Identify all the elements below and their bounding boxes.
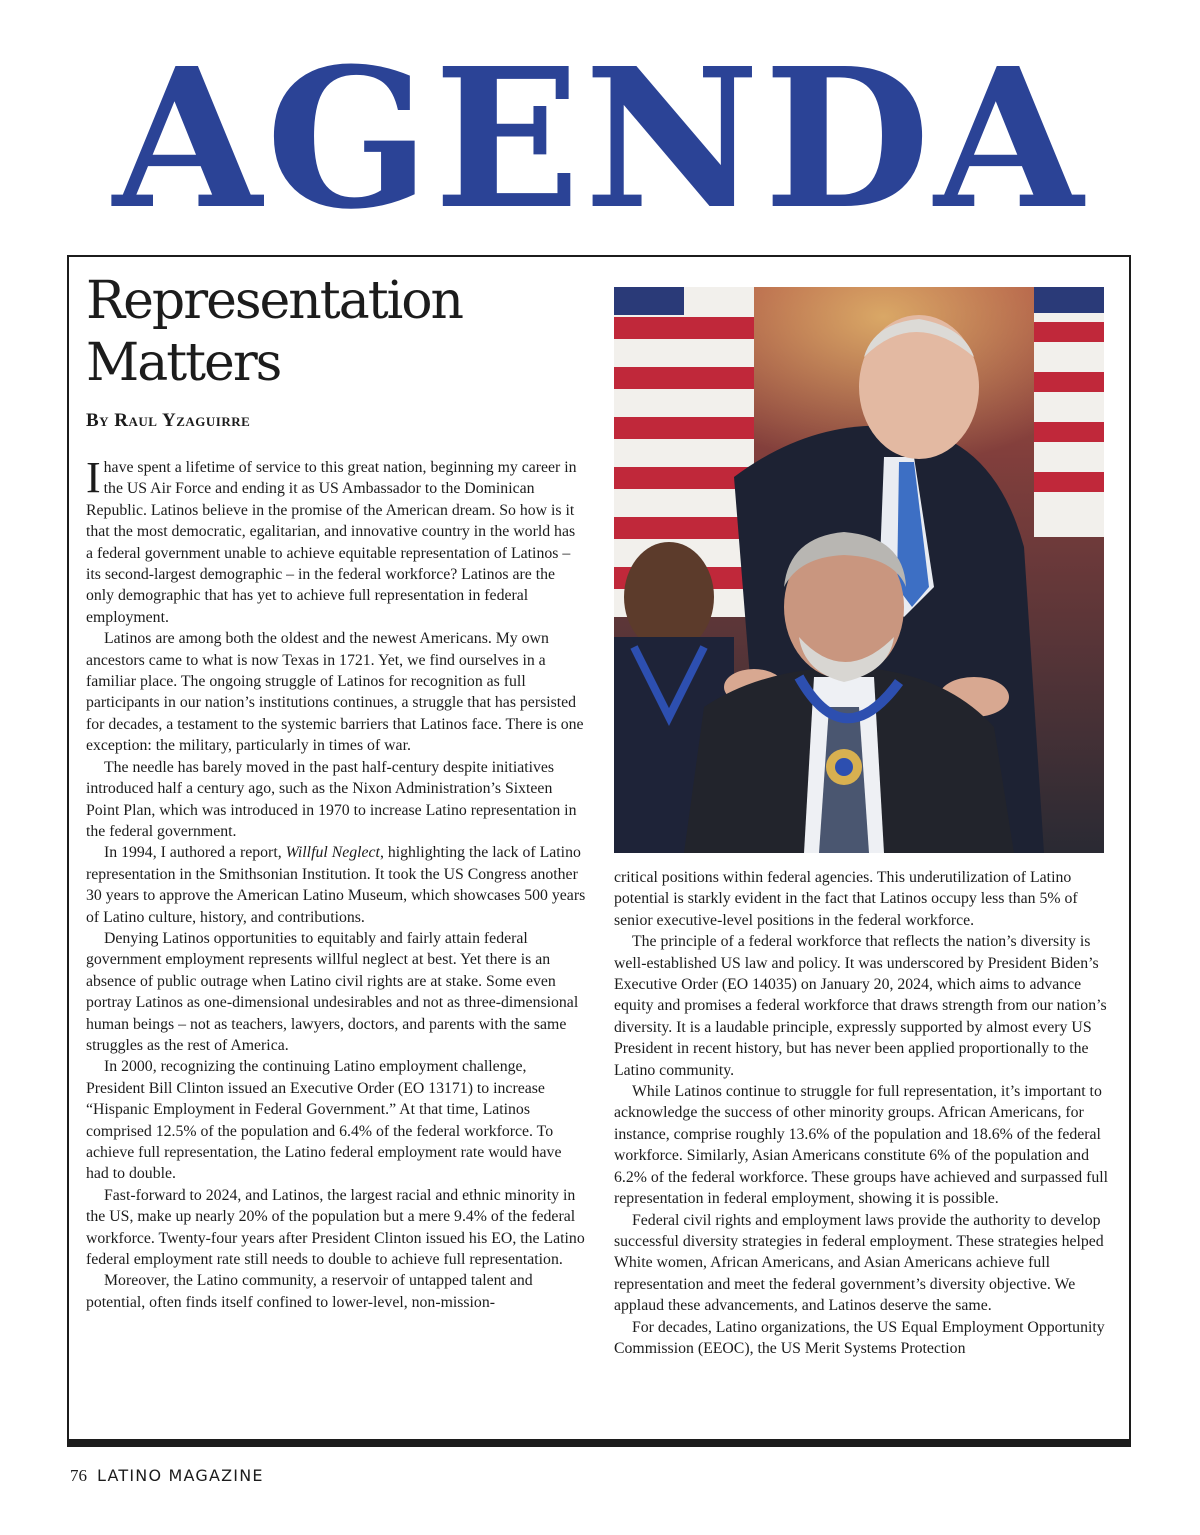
paragraph: In 2000, recognizing the continuing Latino employment challenge, President Bill Clinton issued an Executive Order (EO 13171) to increase “Hispanic Employment in Federal Government.” At that time, Latinos comprised 12.5% of the population and 6.4% of the federal workforce. To achieve full representation, the Latino federal employment rate would have had to double.	[86, 1058, 562, 1183]
headline-line-1: Representation	[86, 271, 463, 331]
article-column-left	[86, 457, 586, 1433]
paragraph: Moreover, the Latino community, a reservoir of untapped talent and potential, often finds itself confined to lower-level, non-mission-	[86, 1272, 533, 1311]
paragraph: Federal civil rights and employment laws provide the authority to develop successful diversity strategies in federal employment. These strategies helped White women, African Americans, and Asian Americans achieve full representation and meet the federal government’s diversity objective. We applaud these advancements, and Latinos deserve the same.	[614, 1211, 1104, 1315]
publication-name: LATINO MAGAZINE	[97, 1466, 264, 1485]
report-title: Willful Neglect	[285, 844, 380, 862]
paragraph: While Latinos continue to struggle for full representation, it’s important to acknowledge the success of other minority groups. African Americans, for instance, comprise roughly 13.6% of the population and 18.6% of the federal workforce. Similarly, Asian Americans constitute 6% of the population and 6.2% of the federal workforce. These groups have achieved and surpassed full representation in federal employment, showing it is possible.	[614, 1083, 1109, 1208]
paragraph: Ihave spent a lifetime of service to this great nation, beginning my career in the US Air Force and ending it as US Ambassador to the Dominican Republic. Latinos believe in the promise of the American dream. So how is it that the most democratic, egalitarian, and innovative country in the world has a federal government unable to achieve equitable representation of Latinos – its second-largest demographic – in the federal workforce? Latinos are the only demographic that has yet to achieve full representation in federal employment.	[86, 457, 577, 626]
paragraph: critical positions within federal agencies. This underutilization of Latino potential is starkly evident in the fact that Latinos occupy less than 5% of senior executive-level positions in the federal workforce.	[614, 869, 1078, 929]
paragraph: Denying Latinos opportunities to equitably and fairly attain federal government employment represents willful neglect at best. Yet there is an absence of public outrage when Latino civil rights are at stake. Some even portray Latinos as one-dimensional undesirables and not as three-dimensional human beings – not as teachers, lawyers, doctors, and parents with the same struggles as the rest of America.	[86, 929, 579, 1054]
paragraph: The principle of a federal workforce that reflects the nation’s diversity is well-established US law and policy. It was underscored by President Biden’s Executive Order (EO 14035) on January 20, 2024, which aims to advance equity and promises a federal workforce that draws strength from our nation’s diversity. It is a laudable principle, expressly supported by almost every US President in recent history, but has never been applied proportionally to the Latino community.	[614, 933, 1107, 1079]
paragraph: The needle has barely moved in the past half-century despite initiatives introduced half a century ago, such as the Nixon Administration’s Sixteen Point Plan, which was introduced in 1970 to increase Latino representation in the federal government.	[86, 758, 577, 840]
headline-line-2: Matters	[86, 333, 281, 393]
page-footer	[70, 1466, 264, 1486]
paragraph: For decades, Latino organizations, the US Equal Employment Opportunity Commission (EEOC), the US Merit Systems Protection	[614, 1318, 1105, 1357]
byline: By Raul Yzaguirre	[86, 410, 251, 431]
paragraph: Fast-forward to 2024, and Latinos, the largest racial and ethnic minority in the US, make up nearly 20% of the population but a mere 9.4% of the federal workforce. Twenty-four years after President Clinton issued his EO, the Latino federal employment rate still needs to double to achieve full representation.	[86, 1186, 585, 1269]
medal-ceremony-photo	[614, 287, 1104, 853]
article-column-right	[614, 867, 1119, 1433]
paragraph: Latinos are among both the oldest and the newest Americans. My own ancestors came to what is now Texas in 1721. Yet, we find ourselves in a familiar place. The ongoing struggle of Latinos for recognition as full participants in our nation’s institutions continues, a struggle that has persisted for decades, a testament to the systemic barriers that Latinos face. There is one exception: the military, particularly in times of war.	[86, 630, 584, 755]
masthead-title: AGENDA	[112, 27, 1088, 252]
us-flag-right	[1034, 287, 1104, 537]
paragraph: In 1994, I authored a report, Willful Neglect, highlighting the lack of Latino representation in the Smithsonian Institution. It took the US Congress another 30 years to approve the American Latino Museum, which showcases 500 years of Latino culture, history, and contributions.	[86, 844, 586, 926]
drop-cap: I	[86, 457, 101, 502]
page-number: 76	[70, 1466, 87, 1485]
article-photo	[614, 287, 1104, 853]
article-headline	[86, 270, 596, 394]
